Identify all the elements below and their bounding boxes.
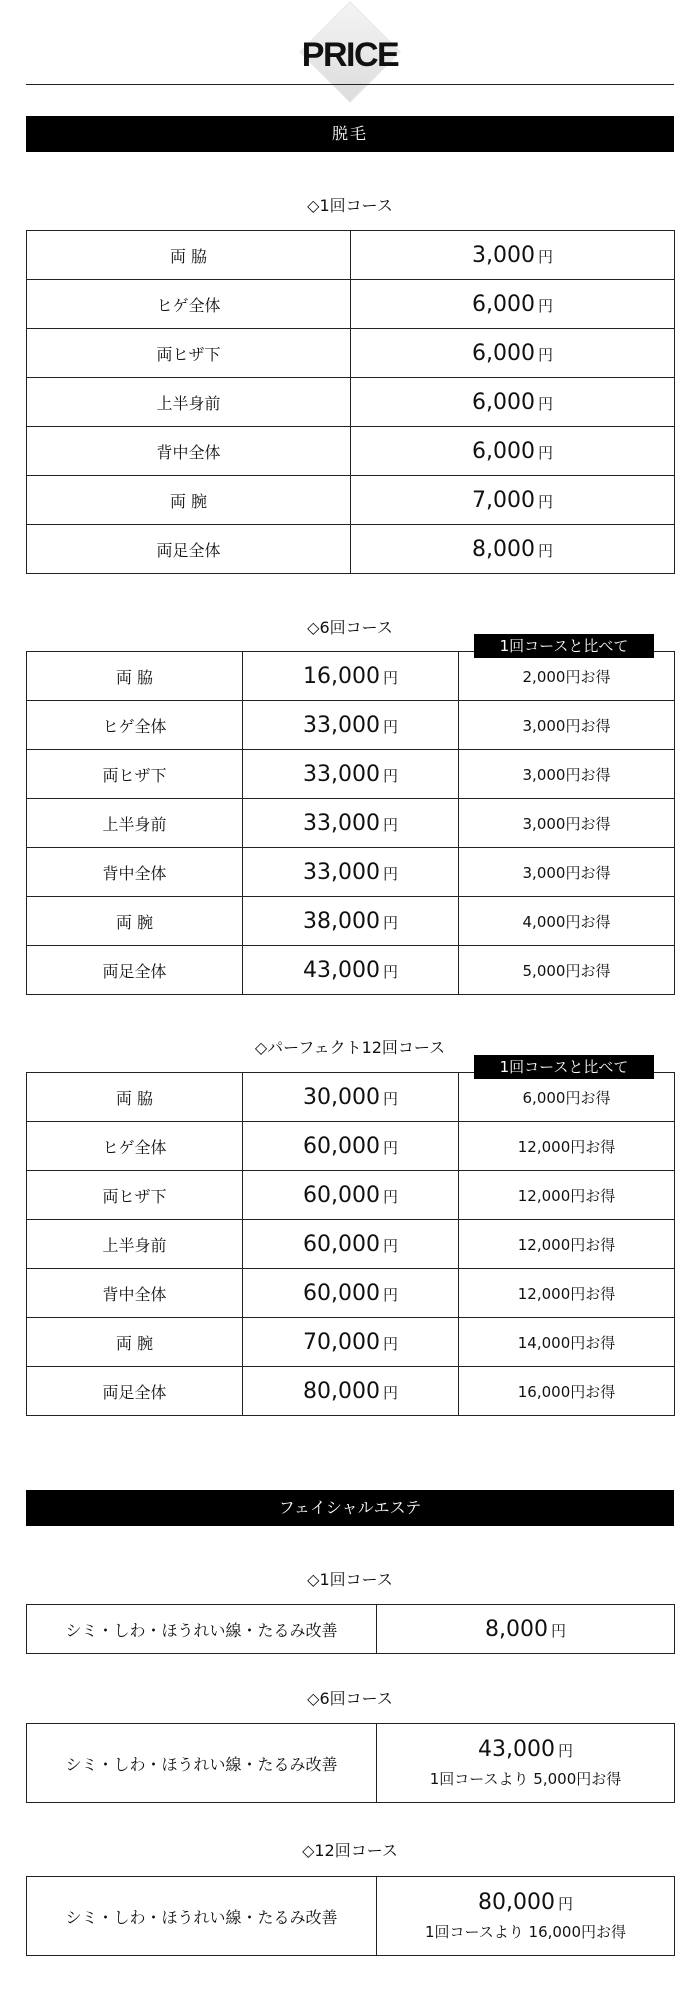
price-cell: [243, 652, 459, 701]
price-cell: [243, 1220, 459, 1269]
table-row: [27, 946, 675, 995]
price-value: 60,000: [303, 1182, 380, 1208]
course-title-facial-12: ◇12回コース: [302, 1841, 398, 1860]
body-part: 背中全体: [27, 1269, 243, 1318]
yen-unit: 円: [382, 1334, 398, 1353]
table-row: [27, 848, 675, 897]
yen-unit: 円: [537, 247, 553, 266]
table-row: [27, 799, 675, 848]
price-value: 3,000: [472, 242, 535, 268]
course-title-datsumo-1: ◇1回コース: [307, 196, 393, 215]
table-row: [27, 1877, 675, 1956]
body-part: 両ヒザ下: [27, 750, 243, 799]
price-value: 60,000: [303, 1280, 380, 1306]
price-cell: [351, 476, 675, 525]
table-row: [27, 1073, 675, 1122]
price-cell: [243, 1073, 459, 1122]
body-part: 両 腕: [27, 897, 243, 946]
table-row: [27, 1269, 675, 1318]
price-header: [0, 0, 700, 110]
yen-unit: 円: [382, 962, 398, 981]
price-cell: [377, 1605, 675, 1654]
yen-unit: 円: [382, 1236, 398, 1255]
yen-unit: 円: [537, 541, 553, 560]
price-cell: [243, 701, 459, 750]
body-part: 上半身前: [27, 1220, 243, 1269]
body-part: 両足全体: [27, 1367, 243, 1416]
table-row: [27, 280, 675, 329]
body-part: 両 脇: [27, 231, 351, 280]
savings-cell: 14,000円お得: [459, 1318, 675, 1367]
course-title-datsumo-6: ◇6回コース: [307, 618, 393, 637]
price-cell: [377, 1877, 675, 1956]
body-part: 背中全体: [27, 427, 351, 476]
price-value: 70,000: [303, 1329, 380, 1355]
price-value: 6,000: [472, 438, 535, 464]
table-row: [27, 476, 675, 525]
treatment-name: シミ・しわ・ほうれい線・たるみ改善: [27, 1724, 377, 1803]
price-cell: [351, 525, 675, 574]
yen-unit: 円: [557, 1895, 573, 1913]
savings-cell: 3,000円お得: [459, 701, 675, 750]
savings-cell: 3,000円お得: [459, 750, 675, 799]
price-cell: [377, 1724, 675, 1803]
price-value: 8,000: [485, 1616, 548, 1642]
price-value: 16,000: [303, 663, 380, 689]
comparison-badge: 1回コースと比べて: [474, 634, 654, 658]
price-value: 7,000: [472, 487, 535, 513]
yen-unit: 円: [382, 1187, 398, 1206]
table-row: [27, 427, 675, 476]
price-cell: [243, 799, 459, 848]
price-cell: [351, 427, 675, 476]
body-part: 背中全体: [27, 848, 243, 897]
savings-cell: 5,000円お得: [459, 946, 675, 995]
yen-unit: 円: [537, 345, 553, 364]
price-value: 30,000: [303, 1084, 380, 1110]
price-value: 43,000: [303, 957, 380, 983]
price-value: 80,000: [478, 1890, 555, 1915]
body-part: 両ヒザ下: [27, 1171, 243, 1220]
price-cell: [243, 750, 459, 799]
table-row: [27, 1171, 675, 1220]
body-part: 両 腕: [27, 1318, 243, 1367]
price-value: 33,000: [303, 712, 380, 738]
price-cell: [243, 897, 459, 946]
yen-unit: 円: [382, 1383, 398, 1402]
price-table-datsumo-1: [26, 230, 675, 574]
yen-unit: 円: [382, 864, 398, 883]
table-row: [27, 1318, 675, 1367]
savings-cell: 4,000円お得: [459, 897, 675, 946]
price-value: 33,000: [303, 761, 380, 787]
table-row: [27, 525, 675, 574]
treatment-name: シミ・しわ・ほうれい線・たるみ改善: [27, 1605, 377, 1654]
savings-cell: 3,000円お得: [459, 799, 675, 848]
savings-cell: 12,000円お得: [459, 1220, 675, 1269]
yen-unit: 円: [382, 1285, 398, 1304]
savings-note: 1回コースより 16,000円お得: [424, 1923, 627, 1941]
yen-unit: 円: [382, 766, 398, 785]
price-table-facial-6: [26, 1723, 675, 1803]
price-table-datsumo-12: [26, 1072, 675, 1416]
savings-cell: 12,000円お得: [459, 1122, 675, 1171]
course-title-datsumo-12: ◇パーフェクト12回コース: [254, 1038, 446, 1057]
price-cell: [243, 1171, 459, 1220]
table-row: [27, 378, 675, 427]
price-cell: [243, 1122, 459, 1171]
body-part: 両足全体: [27, 946, 243, 995]
price-table-facial-1: [26, 1604, 675, 1654]
price-value: 60,000: [303, 1231, 380, 1257]
savings-cell: 16,000円お得: [459, 1367, 675, 1416]
table-row: [27, 750, 675, 799]
price-cell: [351, 280, 675, 329]
price-value: 38,000: [303, 908, 380, 934]
price-cell: [243, 1269, 459, 1318]
table-row: [27, 897, 675, 946]
course-title-facial-6: ◇6回コース: [307, 1689, 393, 1708]
body-part: 上半身前: [27, 799, 243, 848]
yen-unit: 円: [382, 1138, 398, 1157]
body-part: 両足全体: [27, 525, 351, 574]
savings-cell: 6,000円お得: [459, 1073, 675, 1122]
body-part: 両 脇: [27, 652, 243, 701]
body-part: 上半身前: [27, 378, 351, 427]
table-row: [27, 1220, 675, 1269]
price-cell: [243, 946, 459, 995]
price-value: 33,000: [303, 810, 380, 836]
price-value: 6,000: [472, 291, 535, 317]
savings-cell: 3,000円お得: [459, 848, 675, 897]
price-table-datsumo-6: [26, 651, 675, 995]
yen-unit: 円: [382, 717, 398, 736]
price-table-facial-12: [26, 1876, 675, 1956]
table-row: [27, 652, 675, 701]
yen-unit: 円: [382, 815, 398, 834]
body-part: 両ヒザ下: [27, 329, 351, 378]
table-row: [27, 1724, 675, 1803]
price-value: 80,000: [303, 1378, 380, 1404]
yen-unit: 円: [382, 668, 398, 687]
page-title: PRICE: [301, 36, 399, 74]
body-part: 両 腕: [27, 476, 351, 525]
price-value: 8,000: [472, 536, 535, 562]
price-cell: [351, 231, 675, 280]
price-value: 6,000: [472, 389, 535, 415]
price-cell: [351, 378, 675, 427]
body-part: 両 脇: [27, 1073, 243, 1122]
price-value: 43,000: [478, 1737, 555, 1762]
yen-unit: 円: [382, 913, 398, 932]
table-row: [27, 329, 675, 378]
comparison-badge: 1回コースと比べて: [474, 1055, 654, 1079]
body-part: ヒゲ全体: [27, 701, 243, 750]
table-row: [27, 1605, 675, 1654]
yen-unit: 円: [557, 1742, 573, 1760]
treatment-name: シミ・しわ・ほうれい線・たるみ改善: [27, 1877, 377, 1956]
savings-cell: 12,000円お得: [459, 1269, 675, 1318]
savings-cell: 12,000円お得: [459, 1171, 675, 1220]
price-cell: [243, 1318, 459, 1367]
course-title-facial-1: ◇1回コース: [307, 1570, 393, 1589]
price-value: 60,000: [303, 1133, 380, 1159]
yen-unit: 円: [537, 296, 553, 315]
table-row: [27, 701, 675, 750]
price-value: 33,000: [303, 859, 380, 885]
body-part: ヒゲ全体: [27, 1122, 243, 1171]
price-cell: [243, 1367, 459, 1416]
yen-unit: 円: [382, 1089, 398, 1108]
price-cell: [351, 329, 675, 378]
yen-unit: 円: [537, 492, 553, 511]
savings-cell: 2,000円お得: [459, 652, 675, 701]
header-divider: [26, 84, 674, 85]
yen-unit: 円: [550, 1621, 566, 1640]
yen-unit: 円: [537, 394, 553, 413]
section-bar-facial: フェイシャルエステ: [26, 1490, 674, 1526]
savings-note: 1回コースより 5,000円お得: [429, 1770, 622, 1788]
table-row: [27, 1367, 675, 1416]
section-bar-datsumo: 脱毛: [26, 116, 674, 152]
body-part: ヒゲ全体: [27, 280, 351, 329]
yen-unit: 円: [537, 443, 553, 462]
table-row: [27, 1122, 675, 1171]
price-value: 6,000: [472, 340, 535, 366]
table-row: [27, 231, 675, 280]
price-cell: [243, 848, 459, 897]
